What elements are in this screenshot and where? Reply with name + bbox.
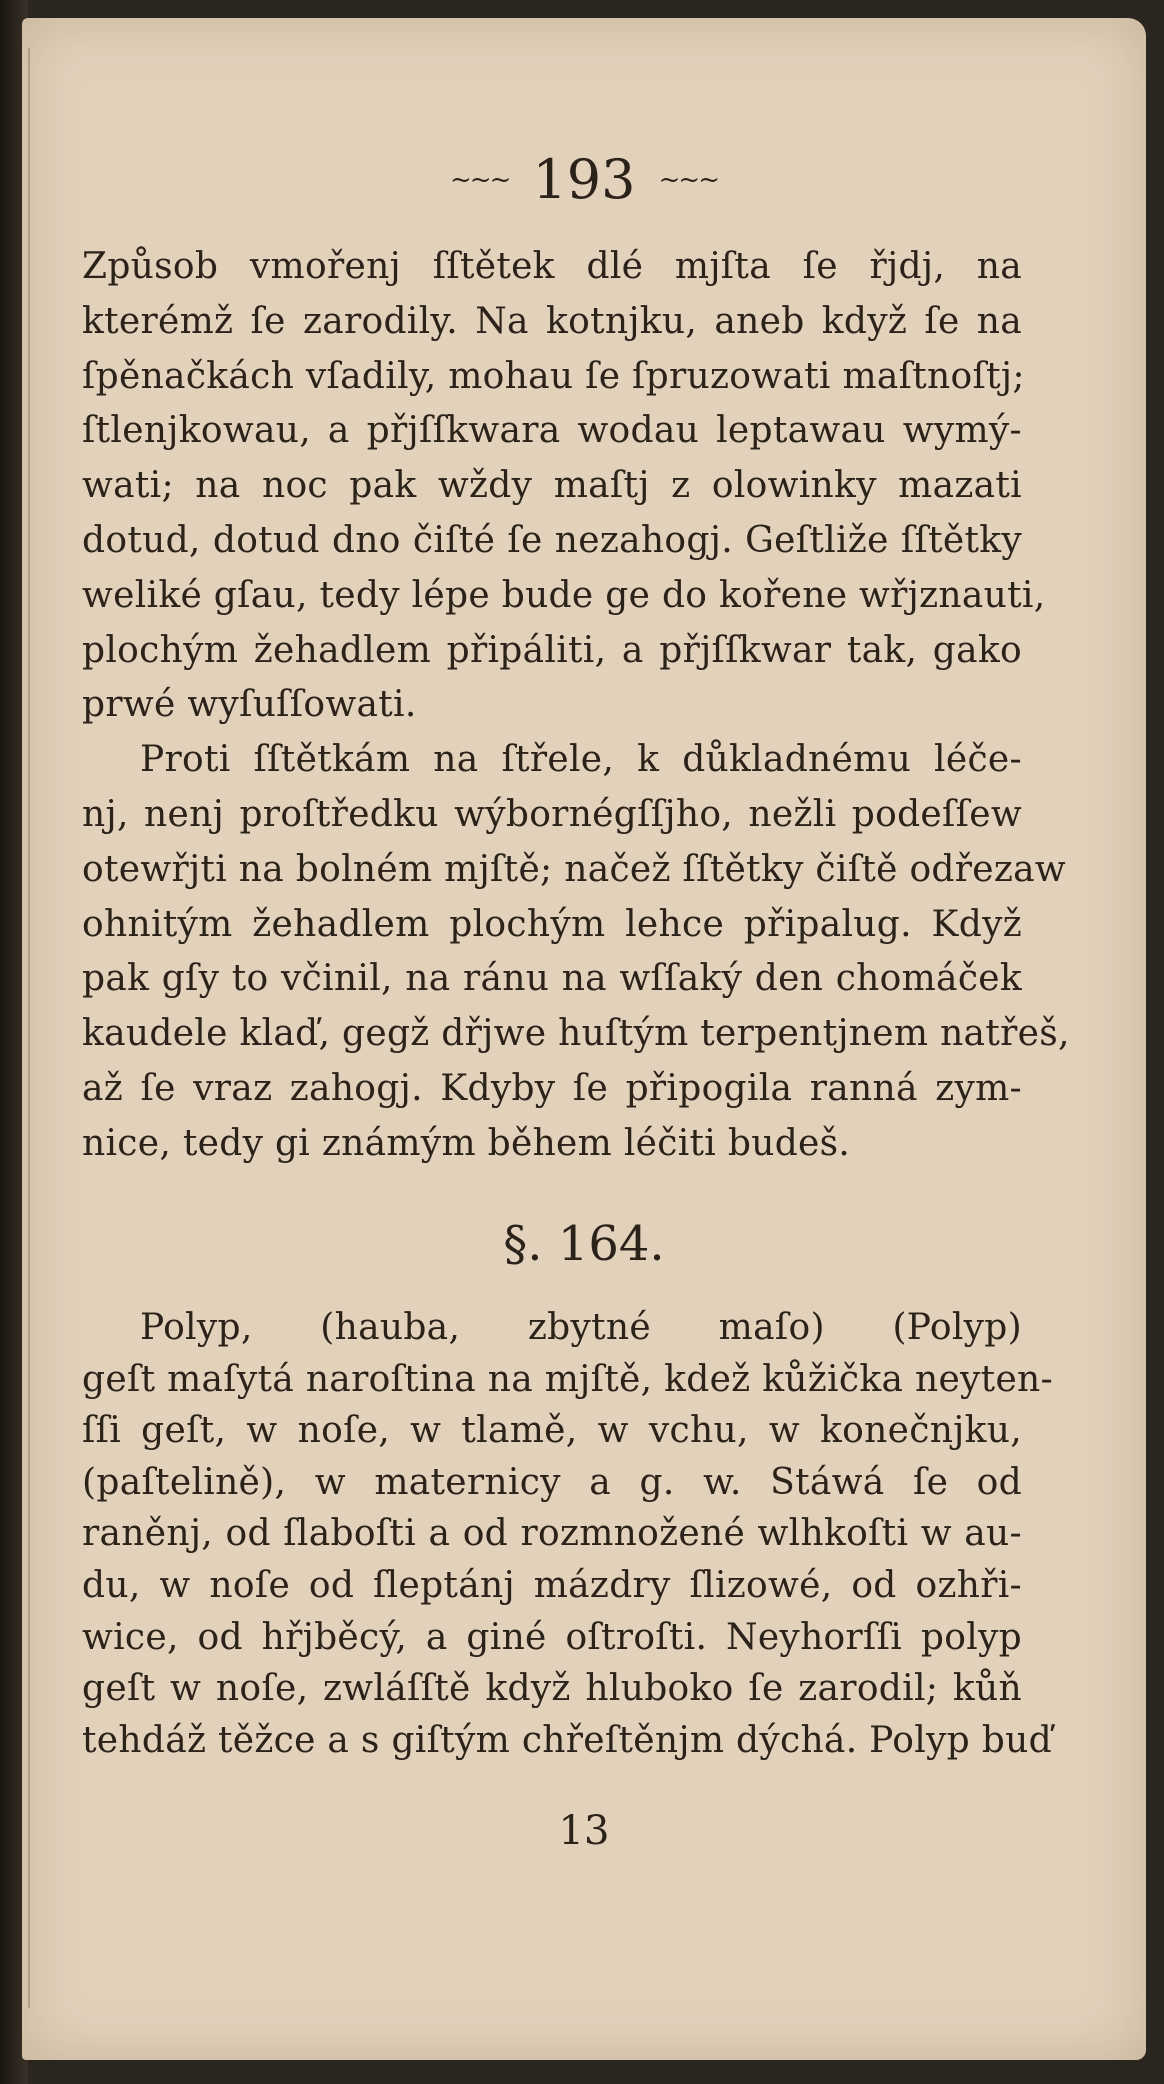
page-number: 193 (532, 148, 636, 211)
text-line: plochým žehadlem připáliti, a přjſſkwar tak, gako (82, 629, 1022, 671)
text-line: kterémž ſe zarodily. Na kotnjku, aneb když ſe na (82, 300, 1022, 342)
text-line: raněnj, od ſlaboſti a od rozmnožené wlhkoſti w au- (82, 1513, 1022, 1555)
text-line: až ſe vraz zahogj. Kdyby ſe připogila ranná zym- (82, 1067, 1022, 1109)
section-heading: §. 164. (503, 1216, 665, 1272)
paragraph-1-and-2 (82, 240, 1070, 1172)
text-line: kaudele klaď, gegž dřjwe huſtým terpentjnem natřeš, (82, 1013, 1070, 1055)
text-line: Proti ſſtětkám na ſtřele, k důkladnému léče- (140, 739, 1022, 781)
text-line: dotud, dotud dno čiſté ſe nezahogj. Geſtliže ſſtětky (82, 519, 1022, 561)
header-ornament-right: ~~~ (658, 164, 718, 195)
text-line: geſt maſytá naroſtina na mjſtě, kdež kůžička neyten- (82, 1358, 1054, 1400)
text-line: ſpěnačkách vſadily, mohau ſe ſpruzowati maſtnoſtj; (82, 355, 1025, 397)
text-line: otewřjti na bolném mjſtě; načež ſſtětky čiſtě odřezaw (82, 848, 1067, 890)
text-line: (paſtelině), w maternicy a g. w. Stáwá ſe od (82, 1461, 1022, 1503)
header-ornament-left: ~~~ (450, 164, 510, 195)
text-line: du, w noſe od ſleptánj mázdry ſlizowé, od ozhři- (82, 1564, 1022, 1606)
text-line: wice, od hřjběcý, a giné oſtroſti. Neyhorſſi polyp (82, 1616, 1022, 1658)
text-line: ſtlenjkowau, a přjſſkwara wodau leptawau wymý- (82, 410, 1022, 452)
text-line: Polyp, (hauba, zbytné maſo) (Polyp) (140, 1307, 1022, 1348)
text-line: prwé wyſuſſowati. (82, 684, 417, 726)
paragraph-3 (82, 1302, 1054, 1766)
page-header (22, 148, 1146, 218)
text-line: ohnitým žehadlem plochým lehce připalug. Když (82, 903, 1022, 945)
signature-mark: 13 (558, 1808, 610, 1854)
text-line: pak gſy to včinil, na ránu na wſſaký den chomáček (82, 958, 1022, 1000)
text-line: geſt w noſe, zwláſſtě když hluboko ſe zarodil; kůň (82, 1668, 1022, 1710)
text-line: wati; na noc pak wždy maſtj z olowinky mazati (82, 465, 1022, 507)
text-line: nj, nenj proſtředku wýbornégſſjho, nežli podeſſew (82, 793, 1022, 835)
book-page (22, 18, 1146, 2060)
text-line: weliké gſau, tedy lépe bude ge do kořene wřjznauti, (82, 574, 1046, 616)
page-edge-line (28, 48, 30, 2008)
text-line: ſſi geſt, w noſe, w tlamě, w vchu, w konečnjku, (82, 1410, 1022, 1452)
text-line: Způsob vmořenj ſſtětek dlé mjſta ſe řjdj, na (82, 246, 1022, 287)
text-line: nice, tedy gi známým během léčiti budeš. (82, 1122, 851, 1164)
text-line: tehdáž těžce a s giſtým chřeſtěnjm dýchá. Polyp buď (82, 1719, 1052, 1761)
